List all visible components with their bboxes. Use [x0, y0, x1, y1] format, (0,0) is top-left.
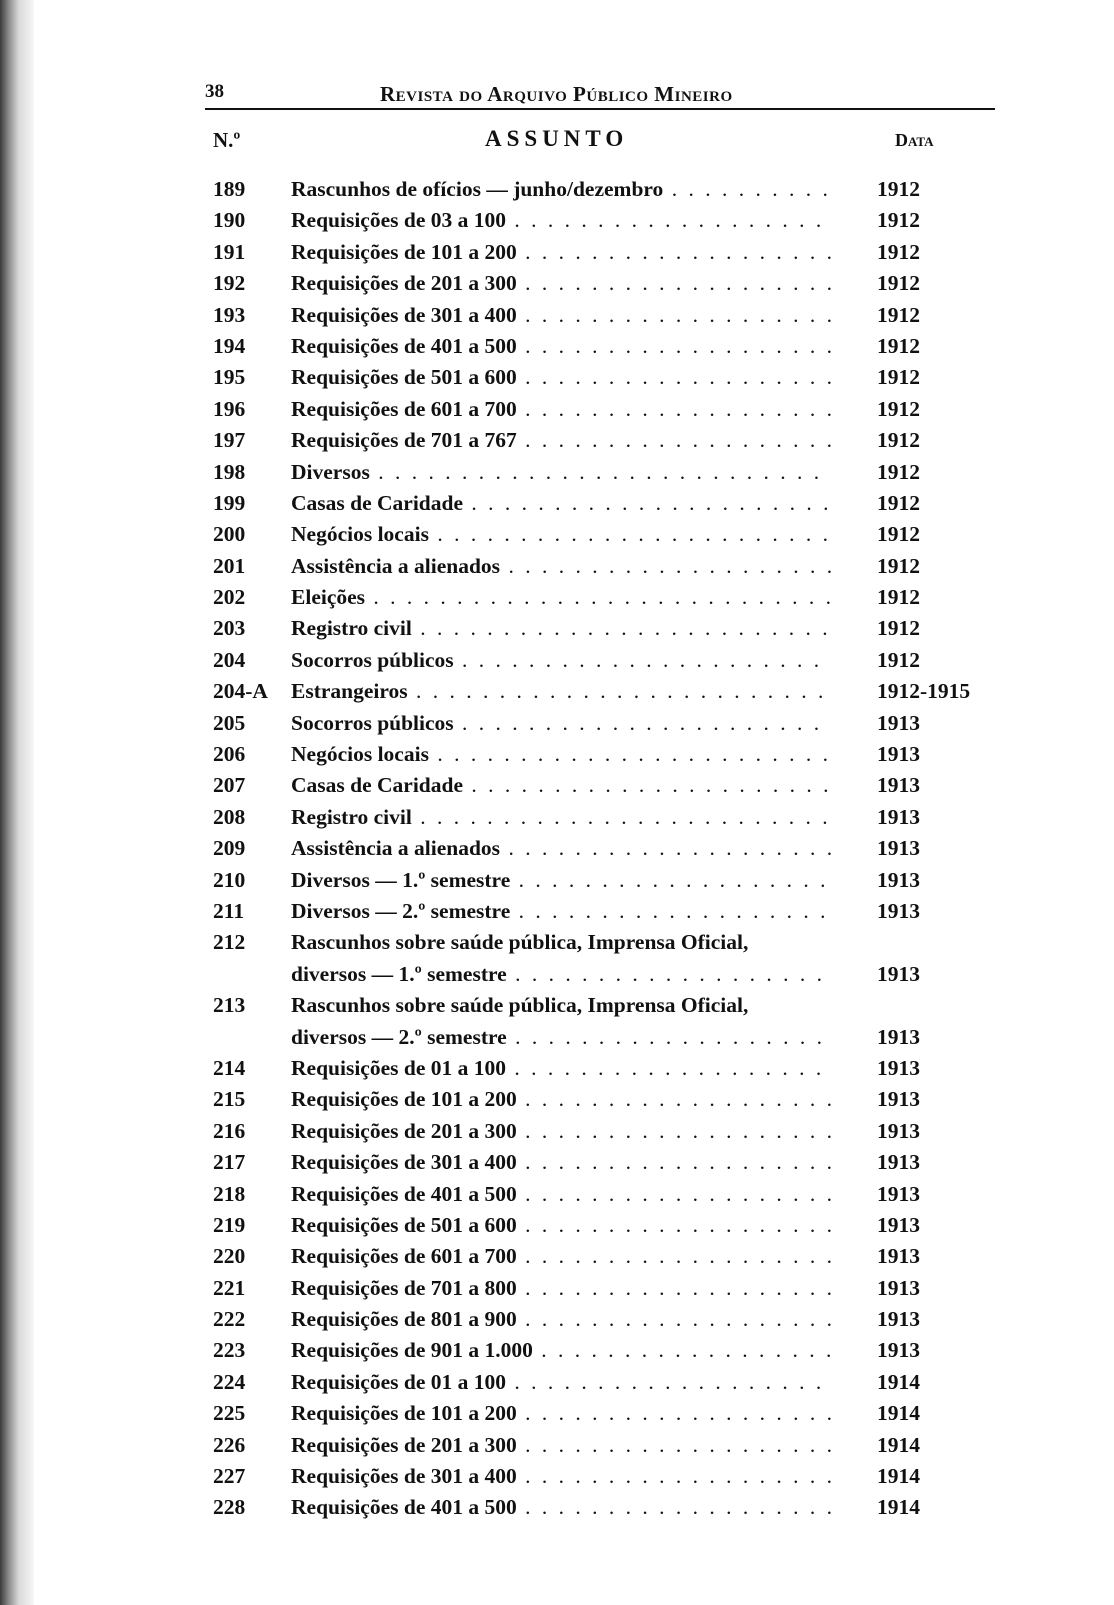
entry-date: 1912 [877, 333, 920, 358]
list-item [205, 990, 1010, 1053]
entry-subject: Assistência a alienados . . . [291, 551, 831, 582]
entry-date: 1912 [877, 208, 920, 233]
entry-date: 1913 [877, 898, 920, 923]
entry-subject: Diversos — 2.º semestre . . . [291, 896, 831, 927]
list-item [205, 237, 1010, 268]
list-item [205, 174, 1010, 205]
entry-date: 1913 [877, 1275, 920, 1300]
entry-date: 1912-1915 [877, 679, 971, 704]
catalog-list [205, 174, 1010, 1524]
list-item [205, 865, 1010, 896]
entry-date: 1912 [877, 459, 920, 484]
entry-number: 196 [213, 396, 246, 421]
entry-subject: Assistência a alienados . . . [291, 833, 831, 864]
list-item [205, 1461, 1010, 1492]
entry-subject: Requisições de 801 a 900 . . . [291, 1304, 831, 1335]
entry-number: 189 [213, 177, 246, 201]
entry-subject [291, 927, 831, 990]
entry-subject: Diversos — 1.º semestre . . . [291, 865, 831, 896]
entry-date: 1913 [877, 710, 920, 735]
entry-number: 220 [213, 1244, 246, 1269]
entry-number: 205 [213, 710, 246, 735]
entry-number: 223 [213, 1338, 246, 1363]
document-page [205, 78, 1010, 1524]
entry-number: 211 [213, 898, 245, 923]
entry-subject-line2: diversos — 1.º semestre . . . [291, 959, 831, 990]
list-item [205, 268, 1010, 299]
entry-number: 193 [213, 302, 246, 327]
entry-subject: Requisições de 701 a 800 . . . [291, 1273, 831, 1304]
entry-subject: Casas de Caridade . . . [291, 488, 831, 519]
entry-number: 215 [213, 1087, 246, 1112]
list-item [205, 896, 1010, 927]
entry-number: 225 [213, 1401, 246, 1426]
entry-date: 1913 [877, 804, 920, 829]
entry-number: 195 [213, 365, 246, 390]
entry-number: 209 [213, 836, 246, 861]
list-item [205, 1430, 1010, 1461]
list-item [205, 488, 1010, 519]
entry-date: 1913 [877, 1150, 920, 1175]
entry-date: 1912 [877, 365, 920, 390]
entry-date: 1913 [877, 742, 920, 767]
list-item [205, 1210, 1010, 1241]
entry-subject: Requisições de 201 a 300 . . . [291, 1430, 831, 1461]
entry-date: 1912 [877, 239, 920, 264]
entry-number: 222 [213, 1307, 246, 1332]
entry-subject: Requisições de 101 a 200 . . . [291, 1084, 831, 1115]
list-item [205, 362, 1010, 393]
list-item [205, 1304, 1010, 1335]
entry-number: 199 [213, 490, 246, 515]
column-headers [205, 122, 1010, 174]
entry-subject-line1: Rascunhos sobre saúde pública, Imprensa Oficial, [291, 930, 749, 955]
entry-date: 1913 [877, 1307, 920, 1332]
entry-date: 1913 [877, 1087, 920, 1112]
entry-subject: Requisições de 201 a 300 . . . [291, 268, 831, 299]
list-item [205, 457, 1010, 488]
entry-number: 204 [213, 647, 246, 672]
entry-date: 1912 [877, 585, 920, 610]
entry-date: 1912 [877, 647, 920, 672]
list-item [205, 770, 1010, 801]
entry-date: 1913 [877, 1024, 920, 1049]
entry-subject: Rascunhos de ofícios — junho/dezembro . . . [291, 174, 831, 205]
entry-number: 194 [213, 333, 246, 358]
entry-subject: Requisições de 401 a 500 . . . [291, 1179, 831, 1210]
entry-subject-line2: diversos — 2.º semestre . . . [291, 1022, 831, 1053]
entry-number: 217 [213, 1150, 246, 1175]
entry-number: 197 [213, 428, 246, 453]
entry-number: 224 [213, 1369, 246, 1394]
entry-number: 201 [213, 553, 246, 578]
entry-date: 1913 [877, 836, 920, 861]
entry-number: 207 [213, 773, 246, 798]
entry-subject: Requisições de 101 a 200 . . . [291, 1398, 831, 1429]
entry-number: 228 [213, 1495, 246, 1520]
entry-date: 1913 [877, 1181, 920, 1206]
entry-subject: Negócios locais . . . [291, 519, 831, 550]
entry-subject-line1: Rascunhos sobre saúde pública, Imprensa Oficial, [291, 993, 749, 1018]
entry-subject: Socorros públicos . . . [291, 708, 831, 739]
entry-date: 1914 [877, 1369, 920, 1394]
list-item [205, 425, 1010, 456]
entry-date: 1913 [877, 1338, 920, 1363]
column-header-number: N.º [213, 128, 241, 152]
list-item [205, 927, 1010, 990]
entry-number: 198 [213, 459, 246, 484]
entry-number: 219 [213, 1212, 246, 1237]
entry-subject: Requisições de 01 a 100 . . . [291, 1053, 831, 1084]
list-item [205, 645, 1010, 676]
entry-subject [291, 990, 831, 1053]
entry-date: 1912 [877, 396, 920, 421]
entry-subject: Requisições de 401 a 500 . . . [291, 331, 831, 362]
entry-number: 218 [213, 1181, 246, 1206]
entry-date: 1913 [877, 961, 920, 986]
entry-date: 1914 [877, 1495, 920, 1520]
list-item [205, 1053, 1010, 1084]
entry-subject: Requisições de 601 a 700 . . . [291, 394, 831, 425]
entry-number: 191 [213, 239, 246, 264]
entry-number: 192 [213, 271, 246, 296]
entry-date: 1912 [877, 302, 920, 327]
entry-subject: Requisições de 201 a 300 . . . [291, 1116, 831, 1147]
entry-subject: Requisições de 501 a 600 . . . [291, 1210, 831, 1241]
entry-number: 226 [213, 1432, 246, 1457]
entry-subject: Registro civil . . . [291, 613, 831, 644]
entry-date: 1912 [877, 616, 920, 641]
book-spine-shadow [0, 0, 34, 1605]
entry-subject: Requisições de 501 a 600 . . . [291, 362, 831, 393]
entry-date: 1913 [877, 867, 920, 892]
list-item [205, 394, 1010, 425]
entry-number: 210 [213, 867, 246, 892]
entry-subject: Requisições de 901 a 1.000 . . . [291, 1335, 831, 1366]
list-item [205, 1116, 1010, 1147]
entry-number: 227 [213, 1464, 246, 1489]
entry-subject: Casas de Caridade . . . [291, 770, 831, 801]
list-item [205, 708, 1010, 739]
list-item [205, 613, 1010, 644]
list-item [205, 1147, 1010, 1178]
list-item [205, 1179, 1010, 1210]
entry-date: 1913 [877, 1244, 920, 1269]
entry-number: 190 [213, 208, 246, 233]
list-item [205, 676, 1010, 707]
list-item [205, 205, 1010, 236]
entry-date: 1912 [877, 428, 920, 453]
header-rule [205, 108, 995, 110]
list-item [205, 1241, 1010, 1272]
entry-subject: Requisições de 301 a 400 . . . [291, 300, 831, 331]
entry-date: 1912 [877, 177, 920, 201]
entry-date: 1914 [877, 1401, 920, 1426]
list-item [205, 833, 1010, 864]
entry-subject: Requisições de 601 a 700 . . . [291, 1241, 831, 1272]
entry-number: 208 [213, 804, 246, 829]
entry-subject: Diversos . . . [291, 457, 831, 488]
entry-subject: Requisições de 301 a 400 . . . [291, 1461, 831, 1492]
entry-date: 1912 [877, 522, 920, 547]
running-title: Revista do Arquivo Público Mineiro [380, 82, 733, 106]
entry-subject: Registro civil . . . [291, 802, 831, 833]
entry-date: 1913 [877, 1118, 920, 1143]
entry-subject: Estrangeiros . . . [291, 676, 831, 707]
entry-subject: Requisições de 301 a 400 . . . [291, 1147, 831, 1178]
entry-number: 204-A [213, 679, 268, 704]
column-header-date: Data [895, 130, 934, 150]
list-item [205, 739, 1010, 770]
entry-subject: Requisições de 701 a 767 . . . [291, 425, 831, 456]
list-item [205, 331, 1010, 362]
list-item [205, 300, 1010, 331]
entry-subject: Negócios locais . . . [291, 739, 831, 770]
entry-number: 216 [213, 1118, 246, 1143]
list-item [205, 519, 1010, 550]
entry-subject: Socorros públicos . . . [291, 645, 831, 676]
list-item [205, 1492, 1010, 1523]
entry-date: 1913 [877, 773, 920, 798]
entry-number: 213 [213, 993, 246, 1018]
list-item [205, 802, 1010, 833]
list-item [205, 1367, 1010, 1398]
list-item [205, 1335, 1010, 1366]
entry-date: 1912 [877, 553, 920, 578]
entry-number: 212 [213, 930, 246, 955]
entry-date: 1913 [877, 1055, 920, 1080]
list-item [205, 1273, 1010, 1304]
list-item [205, 1084, 1010, 1115]
list-item [205, 1398, 1010, 1429]
entry-number: 206 [213, 742, 246, 767]
entry-date: 1914 [877, 1432, 920, 1457]
entry-subject: Eleições . . . [291, 582, 831, 613]
entry-subject: Requisições de 01 a 100 . . . [291, 1367, 831, 1398]
running-header [205, 78, 1010, 108]
list-item [205, 582, 1010, 613]
entry-number: 203 [213, 616, 246, 641]
column-header-subject: ASSUNTO [485, 126, 629, 151]
page-number: 38 [205, 81, 224, 102]
entry-date: 1912 [877, 490, 920, 515]
entry-subject: Requisições de 03 a 100 . . . [291, 205, 831, 236]
entry-date: 1913 [877, 1212, 920, 1237]
entry-number: 221 [213, 1275, 246, 1300]
entry-subject: Requisições de 101 a 200 . . . [291, 237, 831, 268]
entry-number: 202 [213, 585, 246, 610]
list-item [205, 551, 1010, 582]
entry-number: 200 [213, 522, 246, 547]
entry-number: 214 [213, 1055, 246, 1080]
entry-date: 1914 [877, 1464, 920, 1489]
entry-date: 1912 [877, 271, 920, 296]
entry-subject: Requisições de 401 a 500 . . . [291, 1492, 831, 1523]
